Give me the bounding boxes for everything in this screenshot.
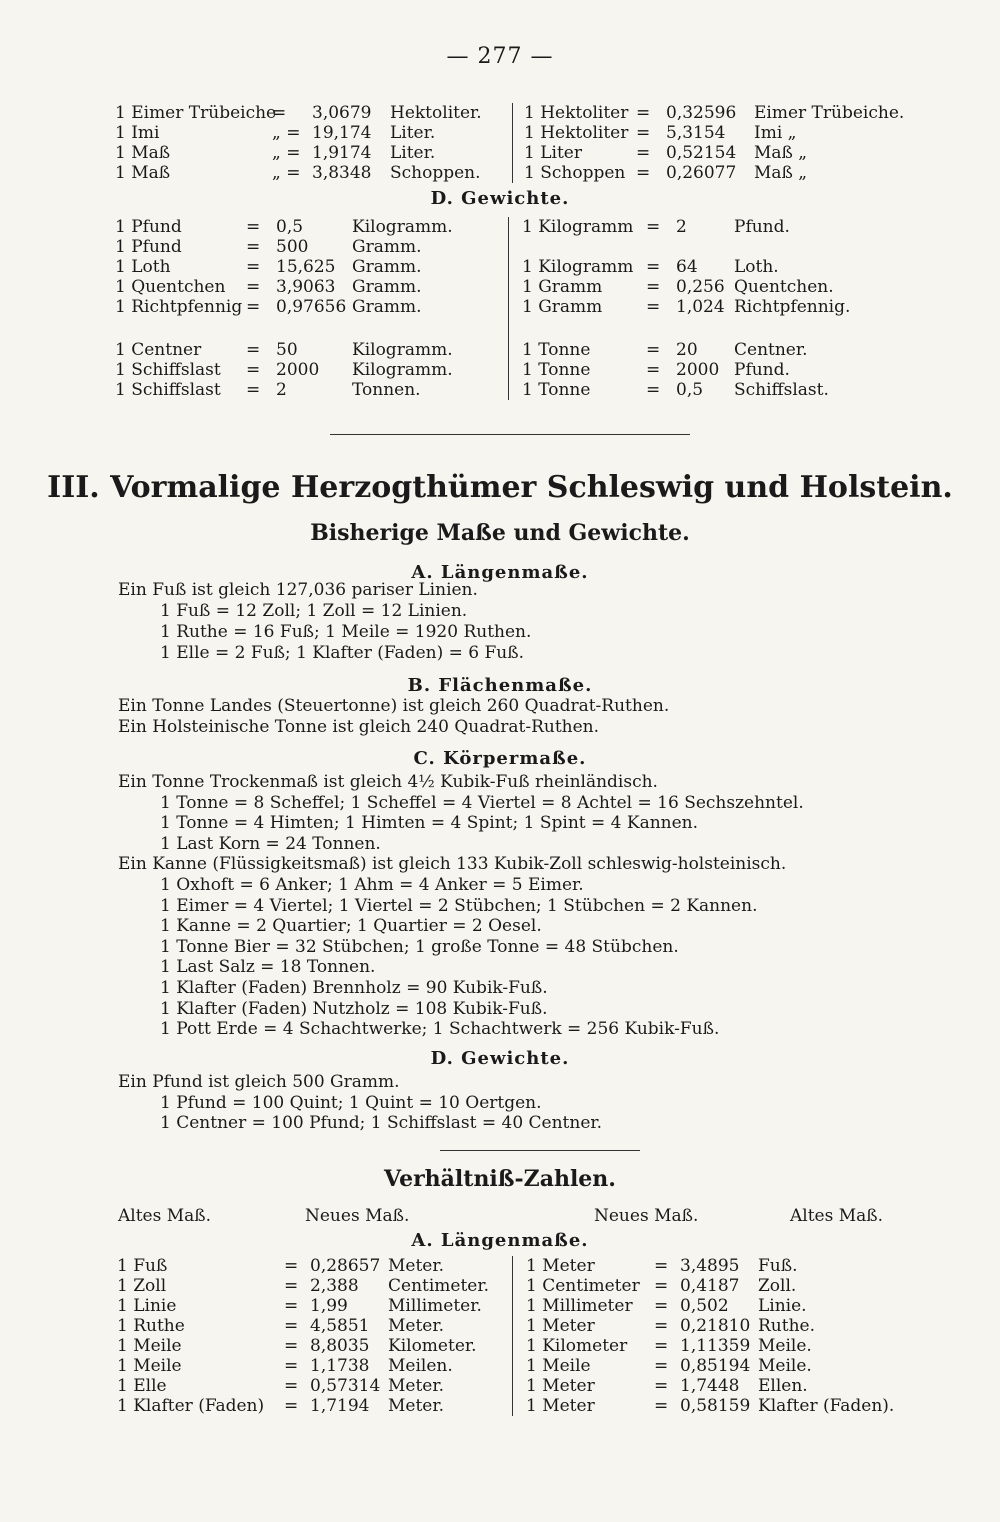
text-line: 1 Tonne = 4 Himten; 1 Himten = 4 Spint; 1 Spint = 4 Kannen. (160, 813, 699, 834)
table-cell: = (646, 297, 661, 317)
text-line: Ein Pfund ist gleich 500 Gramm. (118, 1072, 400, 1092)
table-cell: Gramm. (352, 257, 422, 277)
table-cell: 0,58159 (680, 1396, 751, 1416)
table-cell: = (246, 277, 261, 297)
table-cell: Gramm. (352, 277, 422, 297)
text-line: 1 Elle = 2 Fuß; 1 Klafter (Faden) = 6 Fuß. (160, 643, 524, 663)
table-cell: 1 Pfund (115, 217, 182, 237)
table-cell: Millimeter. (388, 1296, 482, 1316)
table-cell: 1 Richtpfennig (115, 297, 243, 317)
table-cell: Linie. (758, 1296, 807, 1316)
table-cell: 0,85194 (680, 1356, 751, 1376)
table-cell: = (246, 217, 261, 237)
table-cell: 500 (276, 237, 309, 257)
column-header-neues-mass: Neues Maß. (305, 1206, 410, 1226)
text-line: 1 Tonne Bier = 32 Stübchen; 1 große Tonne = 48 Stübchen. (160, 936, 679, 957)
column-divider (512, 103, 513, 183)
table-cell: 5,3154 (666, 123, 726, 143)
table-cell: = (636, 103, 651, 123)
table-cell: 0,256 (676, 277, 725, 297)
table-cell: Hektoliter. (390, 103, 482, 123)
table-row (0, 297, 1000, 317)
text-line: 1 Last Korn = 24 Tonnen. (160, 833, 381, 854)
weight-conversion-table-2 (0, 340, 1000, 400)
table-cell: 0,4187 (680, 1276, 740, 1296)
text-line: 1 Klafter (Faden) Brennholz = 90 Kubik-Fuß. (160, 978, 548, 998)
table-cell: Meilen. (388, 1356, 453, 1376)
table-cell: 15,625 (276, 257, 336, 277)
table-cell: 1 Schiffslast (115, 360, 221, 380)
table-cell: 2,388 (310, 1276, 359, 1296)
table-cell: 50 (276, 340, 298, 360)
table-row (0, 103, 1000, 123)
verhaeltnis-title: Verhältniß-Zahlen. (384, 1166, 616, 1192)
table-cell: 1 Eimer Trübeiche (115, 103, 277, 123)
table-cell: = (654, 1376, 669, 1396)
table-cell: = (284, 1396, 299, 1416)
table-cell: Meter. (388, 1316, 445, 1336)
table-cell: Maß „ (754, 163, 808, 183)
table-cell: 1 Klafter (Faden) (117, 1396, 265, 1416)
table-row (0, 277, 1000, 297)
table-cell: 2000 (676, 360, 720, 380)
table-cell: 0,57314 (310, 1376, 381, 1396)
table-cell: 1 Millimeter (526, 1296, 633, 1316)
table-cell: 0,97656 (276, 297, 347, 317)
table-cell: 1 Gramm (522, 277, 603, 297)
table-cell: 3,9063 (276, 277, 336, 297)
table-cell: „ = (272, 143, 301, 163)
table-cell: Liter. (390, 123, 436, 143)
table-cell: = (246, 237, 261, 257)
table-cell: 1 Meile (117, 1356, 182, 1376)
table-cell: = (654, 1356, 669, 1376)
table-row (0, 257, 1000, 277)
section-rule (330, 434, 690, 435)
table-cell: Meter. (388, 1396, 445, 1416)
table-cell: 1 Tonne (522, 380, 591, 400)
text-line: 1 Ruthe = 16 Fuß; 1 Meile = 1920 Ruthen. (160, 622, 532, 642)
table-cell: 1 Schiffslast (115, 380, 221, 400)
table-cell: Gramm. (352, 237, 422, 257)
table-cell: 1 Loth (115, 257, 171, 277)
table-cell: 1 Meter (526, 1376, 595, 1396)
table-cell: = (284, 1316, 299, 1336)
table-cell: = (284, 1356, 299, 1376)
table-cell: Centimeter. (388, 1276, 490, 1296)
table-cell: 4,5851 (310, 1316, 370, 1336)
table-cell: Gramm. (352, 297, 422, 317)
gewichte-heading-2: D. Gewichte. (430, 1048, 570, 1069)
table-cell: 8,8035 (310, 1336, 370, 1356)
table-cell: Meter. (388, 1256, 445, 1276)
section-rule (440, 1150, 640, 1151)
page-number: — 277 — (446, 44, 554, 69)
laengen-heading: A. Längenmaße. (411, 562, 589, 583)
table-cell: Kilogramm. (352, 217, 453, 237)
table-cell: 1 Liter (524, 143, 582, 163)
table-cell: Pfund. (734, 217, 790, 237)
table-cell: 1 Pfund (115, 237, 182, 257)
table-cell: 1 Hektoliter (524, 103, 629, 123)
table-cell: 1 Hektoliter (524, 123, 629, 143)
table-cell: Meter. (388, 1376, 445, 1396)
weight-conversion-table-1 (0, 217, 1000, 317)
table-cell: 1 Kilogramm (522, 217, 634, 237)
table-cell: 0,502 (680, 1296, 729, 1316)
table-cell: 1 Kilogramm (522, 257, 634, 277)
table-cell: = (636, 163, 651, 183)
table-cell: 1,99 (310, 1296, 348, 1316)
table-row (0, 143, 1000, 163)
table-cell: = (646, 360, 661, 380)
table-cell: = (654, 1396, 669, 1416)
table-row (0, 340, 1000, 360)
table-cell: Kilogramm. (352, 360, 453, 380)
column-header-altes-mass: Altes Maß. (790, 1206, 884, 1226)
section-title: III. Vormalige Herzogthümer Schleswig und Holstein. (47, 470, 953, 505)
table-cell: = (654, 1336, 669, 1356)
text-line: Ein Holsteinische Tonne ist gleich 240 Quadrat-Ruthen. (118, 717, 600, 737)
table-cell: = (646, 217, 661, 237)
table-cell: 0,52154 (666, 143, 737, 163)
table-cell: 1 Tonne (522, 360, 591, 380)
table-cell: = (284, 1376, 299, 1396)
table-row (0, 1376, 1000, 1396)
table-cell: 1,9174 (312, 143, 372, 163)
table-row (0, 1276, 1000, 1296)
table-cell: 1 Elle (117, 1376, 167, 1396)
table-row (0, 217, 1000, 237)
table-cell: 1 Meter (526, 1396, 595, 1416)
table-cell: Quentchen. (734, 277, 834, 297)
table-cell: 0,32596 (666, 103, 737, 123)
table-cell: = (646, 257, 661, 277)
table-cell: 1 Imi (115, 123, 160, 143)
table-cell: 1,024 (676, 297, 725, 317)
table-cell: 1 Centimeter (526, 1276, 640, 1296)
table-cell: 1 Linie (117, 1296, 177, 1316)
table-cell: 0,5 (676, 380, 704, 400)
table-cell: = (646, 380, 661, 400)
table-cell: 1,7194 (310, 1396, 370, 1416)
text-line: 1 Oxhoft = 6 Anker; 1 Ahm = 4 Anker = 5 Eimer. (160, 875, 584, 895)
table-cell: Schoppen. (390, 163, 481, 183)
table-cell: Pfund. (734, 360, 790, 380)
table-cell: = (272, 103, 287, 123)
table-cell: „ = (272, 123, 301, 143)
table-cell: Klafter (Faden). (758, 1396, 895, 1416)
table-cell: 1 Gramm (522, 297, 603, 317)
table-cell: 1 Meile (526, 1356, 591, 1376)
table-cell: 1 Ruthe (117, 1316, 185, 1336)
table-cell: = (246, 297, 261, 317)
table-row (0, 1396, 1000, 1416)
table-cell: Tonnen. (352, 380, 421, 400)
table-row (0, 123, 1000, 143)
text-line: 1 Klafter (Faden) Nutzholz = 108 Kubik-Fuß. (160, 998, 548, 1019)
table-row (0, 1296, 1000, 1316)
table-row (0, 360, 1000, 380)
table-cell: = (246, 360, 261, 380)
table-cell: = (636, 143, 651, 163)
text-line: Ein Kanne (Flüssigkeitsmaß) ist gleich 133 Kubik-Zoll schleswig-holsteinisch. (118, 854, 787, 875)
table-cell: 64 (676, 257, 698, 277)
text-line: Ein Tonne Trockenmaß ist gleich 4½ Kubik-Fuß rheinländisch. (118, 772, 658, 792)
table-cell: = (284, 1276, 299, 1296)
table-cell: Loth. (734, 257, 779, 277)
table-cell: = (654, 1316, 669, 1336)
volume-conversion-table (0, 103, 1000, 183)
column-divider (512, 1256, 513, 1416)
table-cell: 1 Zoll (117, 1276, 167, 1296)
table-cell: Fuß. (758, 1256, 798, 1276)
table-cell: 1 Maß (115, 143, 171, 163)
column-header-altes-mass: Altes Maß. (118, 1206, 212, 1226)
table-cell: Zoll. (758, 1276, 797, 1296)
section-subtitle: Bisherige Maße und Gewichte. (310, 520, 690, 546)
table-cell: Liter. (390, 143, 436, 163)
text-line: Ein Fuß ist gleich 127,036 pariser Linien. (118, 580, 478, 600)
table-cell: 1 Meile (117, 1336, 182, 1356)
table-cell: Meile. (758, 1356, 812, 1376)
table-row (0, 1336, 1000, 1356)
text-line: 1 Eimer = 4 Viertel; 1 Viertel = 2 Stübchen; 1 Stübchen = 2 Kannen. (160, 895, 758, 916)
table-row (0, 1356, 1000, 1376)
column-divider (508, 217, 509, 400)
text-line: 1 Pfund = 100 Quint; 1 Quint = 10 Oertgen. (160, 1092, 542, 1113)
table-cell: 19,174 (312, 123, 372, 143)
table-cell: 3,0679 (312, 103, 372, 123)
table-cell: Kilogramm. (352, 340, 453, 360)
table-cell: Imi „ (754, 123, 797, 143)
table-cell: = (246, 340, 261, 360)
table-row (0, 1256, 1000, 1276)
text-line: Ein Tonne Landes (Steuertonne) ist gleich 260 Quadrat-Ruthen. (118, 696, 670, 716)
table-cell: 1,1738 (310, 1356, 370, 1376)
table-cell: 1 Maß (115, 163, 171, 183)
column-header-neues-mass: Neues Maß. (594, 1206, 699, 1226)
table-cell: = (654, 1296, 669, 1316)
table-cell: = (636, 123, 651, 143)
text-line: 1 Last Salz = 18 Tonnen. (160, 957, 376, 978)
table-cell: 2 (276, 380, 287, 400)
table-cell: 3,8348 (312, 163, 372, 183)
table-cell: Ruthe. (758, 1316, 815, 1336)
table-cell: 0,5 (276, 217, 304, 237)
text-line: 1 Kanne = 2 Quartier; 1 Quartier = 2 Oesel. (160, 916, 542, 937)
table-cell: Meile. (758, 1336, 812, 1356)
table-cell: 20 (676, 340, 698, 360)
table-cell: Ellen. (758, 1376, 808, 1396)
table-cell: Richtpfennig. (734, 297, 851, 317)
table-cell: = (284, 1336, 299, 1356)
table-cell: 2000 (276, 360, 320, 380)
text-line: 1 Fuß = 12 Zoll; 1 Zoll = 12 Linien. (160, 601, 468, 621)
table-cell: 1,11359 (680, 1336, 751, 1356)
text-line: 1 Tonne = 8 Scheffel; 1 Scheffel = 4 Viertel = 8 Achtel = 16 Sechszehntel. (160, 792, 804, 813)
table-cell: = (246, 257, 261, 277)
table-row (0, 163, 1000, 183)
koerper-heading: C. Körpermaße. (413, 748, 587, 769)
table-cell: = (646, 340, 661, 360)
table-cell: Kilometer. (388, 1336, 477, 1356)
table-row (0, 1316, 1000, 1336)
text-line: 1 Pott Erde = 4 Schachtwerke; 1 Schachtwerk = 256 Kubik-Fuß. (160, 1019, 720, 1040)
table-row (0, 237, 1000, 257)
table-cell: Centner. (734, 340, 808, 360)
table-cell: 2 (676, 217, 687, 237)
table-cell: 1 Meter (526, 1316, 595, 1336)
table-cell: = (654, 1276, 669, 1296)
table-cell: 1 Meter (526, 1256, 595, 1276)
table-cell: = (646, 277, 661, 297)
table-cell: 1 Quentchen (115, 277, 226, 297)
table-cell: = (654, 1256, 669, 1276)
table-cell: 0,28657 (310, 1256, 381, 1276)
table-cell: Schiffslast. (734, 380, 829, 400)
table-row (0, 380, 1000, 400)
table-cell: 1 Schoppen (524, 163, 626, 183)
table-cell: 1,7448 (680, 1376, 740, 1396)
table-cell: „ = (272, 163, 301, 183)
verh-laengen-heading: A. Längenmaße. (411, 1230, 589, 1251)
table-cell: Maß „ (754, 143, 808, 163)
table-cell: = (246, 380, 261, 400)
flaechen-heading: B. Flächenmaße. (407, 675, 593, 696)
table-cell: Eimer Trübeiche. (754, 103, 905, 123)
table-cell: 0,26077 (666, 163, 737, 183)
table-cell: = (284, 1256, 299, 1276)
table-cell: 1 Fuß (117, 1256, 168, 1276)
ratio-table (0, 1256, 1000, 1416)
table-cell: 1 Tonne (522, 340, 591, 360)
gewichte-heading-1: D. Gewichte. (430, 188, 570, 209)
table-cell: = (284, 1296, 299, 1316)
table-cell: 0,21810 (680, 1316, 751, 1336)
text-line: 1 Centner = 100 Pfund; 1 Schiffslast = 40 Centner. (160, 1113, 603, 1134)
table-cell: 1 Centner (115, 340, 202, 360)
table-cell: 3,4895 (680, 1256, 740, 1276)
table-cell: 1 Kilometer (526, 1336, 628, 1356)
